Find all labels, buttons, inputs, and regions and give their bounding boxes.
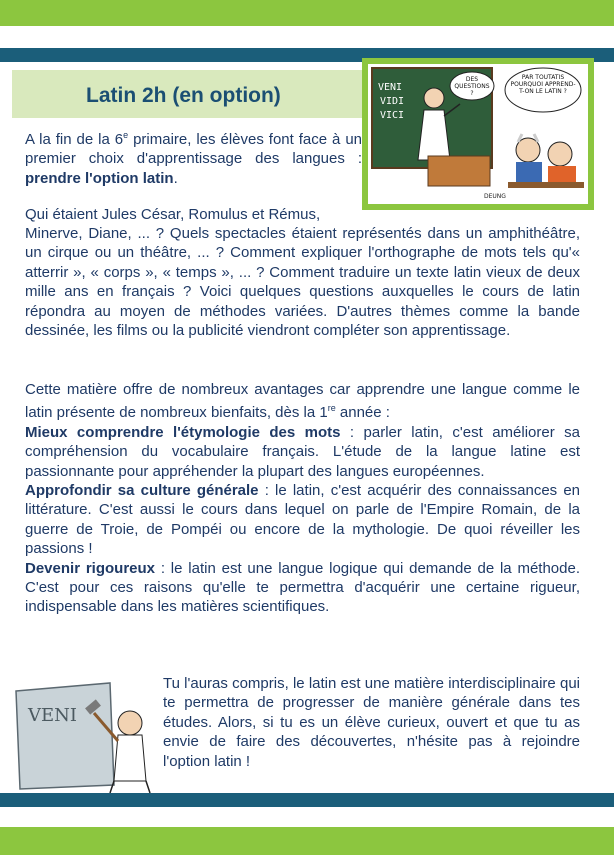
bottom-teal-band — [0, 793, 614, 807]
board-line-1: VENI — [378, 82, 403, 93]
advantages-intro-text: Cette matière offre de nombreux avantages car apprendre une langue comme le latin présente de nombreux bienfaits, dès la 1 — [25, 381, 580, 422]
advantage-text: : le latin est une langue logique qui demande de la méthode. C'est pour ces raisons qu'elle te permettra d'acquérir une certaine rigueur, indispensable dans les matières scientifiques. — [25, 559, 580, 616]
advantages-intro — [25, 380, 580, 423]
board-line-2: VIDI — [380, 96, 405, 107]
stone-inscription: VENI — [28, 705, 77, 726]
top-green-band — [0, 0, 614, 26]
questions-paragraph: Minerve, Diane, ... ? Quels spectacles étaient représentés dans un amphithéâtre, un cirque ou un théâtre, ... ? Comment expliquer l'orthographe de mots tels qu'« atterrir », « corps », « temps », ... ? Comment traduire un texte latin vieux de deux mille ans en français ? Voici quelques questions auxquelles le cours de latin répondra au moyen de méthodes variées. D'autres thèmes comme la bande dessinée, les films ou la publicité viendront compléter son apprentissage. — [25, 225, 580, 340]
page-title: Latin 2h (en option) — [86, 84, 281, 107]
cartoon-illustration — [362, 58, 594, 210]
advantages-intro-sup: re — [327, 403, 336, 414]
stone-carver-drawing — [10, 677, 160, 797]
advantage-heading: Devenir rigoureux — [25, 559, 156, 577]
teacher-bubble-text: DES QUESTIONS ? — [454, 76, 490, 97]
advantages-intro-end: année : — [335, 404, 390, 422]
advantage-heading: Approfondir sa culture générale — [25, 482, 259, 500]
intro-end: . — [173, 169, 178, 187]
bottom-green-band — [0, 827, 614, 855]
intro-bold: prendre l'option latin — [25, 169, 174, 187]
advantage-item-rigour — [25, 559, 580, 617]
cartoon-drawing — [368, 64, 588, 204]
stone-carver-illustration — [10, 677, 160, 797]
intro-paragraph — [25, 126, 362, 188]
cartoon-signature: DEUNG — [484, 193, 506, 200]
advantage-item-culture — [25, 481, 580, 559]
advantages-section — [25, 380, 580, 617]
intro-text-2: primaire, les élèves font face à un premier choix d'apprentissage des langues : — [25, 131, 362, 168]
conclusion-paragraph: Tu l'auras compris, le latin est une matière interdisciplinaire qui te permettra de progresser de manière générale dans tes études. Alors, si tu es un élève curieux, ouvert et que tu as envie de faire des découvertes, n'hésite pas à rejoindre l'option latin ! — [163, 675, 580, 770]
intro-sup: e — [123, 130, 129, 140]
advantage-text: : parler latin, c'est améliorer sa compréhension du vocabulaire français. L'étude de la langue latine est passionnante pour appréhender la plupart des langues européennes. — [25, 423, 580, 480]
advantage-text: : le latin, c'est acquérir des connaissances en littérature. C'est aussi le cours dans lequel on parle de l'Empire Romain, de la guerre de Troie, de Pompéi ou encore de la mythologie. De quoi réveiller les passions ! — [25, 482, 581, 558]
board-line-3: VICI — [380, 110, 405, 121]
intro-text-1: A la fin de la 6 — [25, 131, 124, 148]
questions-first-line: Qui étaient Jules César, Romulus et Rémus, — [25, 206, 321, 223]
advantage-item-etymology — [25, 423, 580, 481]
advantage-heading: Mieux comprendre l'étymologie des mots — [25, 423, 341, 441]
student-bubble-text: PAR TOUTATIS POURQUOI APPREND-T-ON LE LATIN ? — [510, 74, 576, 95]
